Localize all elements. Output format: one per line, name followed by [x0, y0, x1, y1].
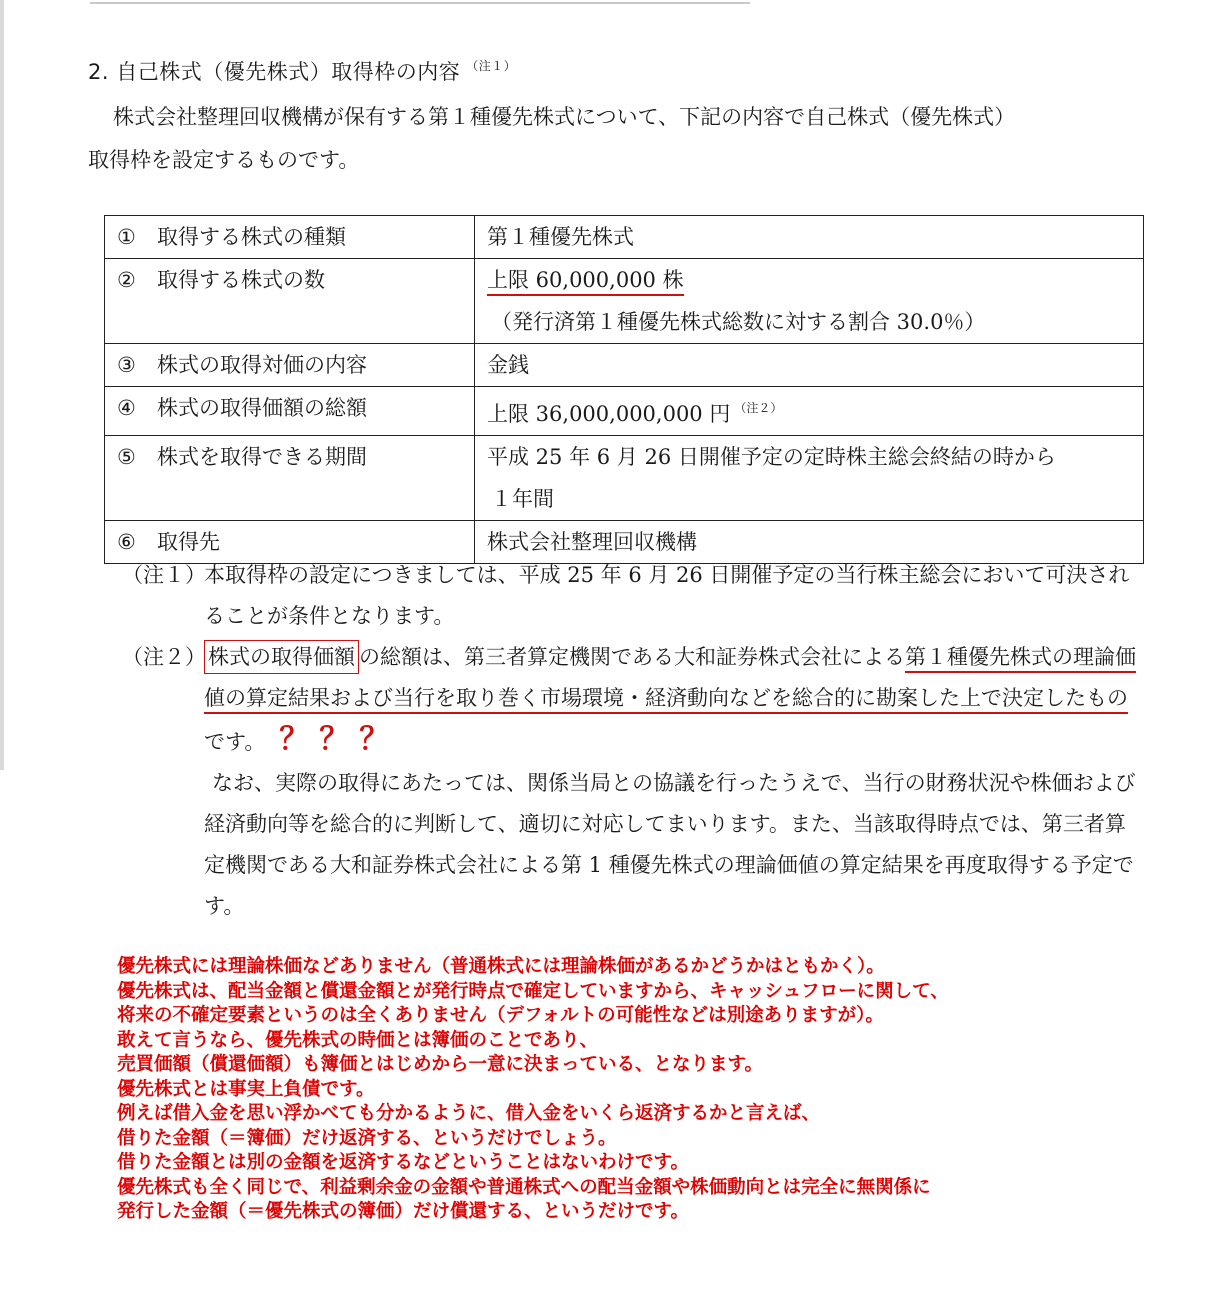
row-value-cell [475, 344, 1144, 387]
table-row [105, 387, 1144, 436]
boxed-highlight: 株式の取得価額 [204, 640, 359, 674]
intro-line-1: 株式会社整理回収機構が保有する第１種優先株式について、下記の内容で自己株式（優先株式） [113, 105, 1016, 129]
row-label: 取得する株式の種類 [157, 225, 346, 249]
row-value: 株式会社整理回収機構 [487, 530, 697, 554]
row-label: 株式を取得できる期間 [157, 445, 367, 469]
table-row [105, 436, 1144, 521]
acquisition-terms-table [104, 215, 1144, 564]
commentary-line: 発行した金額（＝優先株式の簿価）だけ償還する、というだけです。 [117, 1201, 690, 1222]
row-note-ref: （注２） [734, 401, 783, 415]
underlined-highlight: 第１種優先株式の理論価値の算定結果および当行を取り巻く市場環境・経済動向などを総合的に勘案した上で決定したもの [204, 645, 1136, 714]
row-value-sub: １年間 [491, 487, 554, 511]
commentary-line: 例えば借入金を思い浮かべても分かるように、借入金をいくら返済するかと言えば、 [117, 1103, 821, 1124]
footnotes [122, 555, 1142, 927]
underlined-share-limit: 上限 60,000,000 株 [487, 268, 684, 296]
commentary-line: 借りた金額（＝簿価）だけ返済する、というだけでしょう。 [117, 1127, 617, 1149]
table-row [105, 259, 1144, 344]
row-label-cell [105, 259, 475, 344]
commentary-line: 敢えて言うなら、優先株式の時価とは簿価のことであり、 [117, 1029, 599, 1051]
table-row [105, 216, 1144, 259]
row-number: ① [117, 225, 136, 249]
row-number: ② [117, 268, 136, 292]
intro-paragraph [88, 96, 1138, 182]
intro-line-2: 取得枠を設定するものです。 [88, 148, 360, 172]
row-value: 平成 25 年 6 月 26 日開催予定の定時株主総会終結の時から [487, 445, 1056, 469]
row-number: ⑥ [117, 530, 136, 554]
row-value: 上限 36,000,000,000 円 [487, 402, 731, 426]
section-heading-text: 2. 自己株式（優先株式）取得枠の内容 [88, 60, 461, 84]
row-number: ③ [117, 353, 136, 377]
table-row [105, 344, 1144, 387]
row-number: ⑤ [117, 445, 136, 469]
commentary-line: 借りた金額とは別の金額を返済するなどということはないわけです。 [117, 1152, 690, 1173]
footnote-2-paragraph-2: なお、実際の取得にあたっては、関係当局との協議を行ったうえで、当行の財務状況や株価および経済動向等を総合的に判断して、適切に対応してまいります。また、当該取得時点では、第三者算定機関である大和証券株式会社による第 1 種優先株式の理論価値の算定結果を再度取得する予定です。 [204, 771, 1136, 918]
heading-note-ref: （注１） [466, 59, 517, 73]
row-label-cell [105, 216, 475, 259]
row-label-cell [105, 387, 475, 436]
footnote-1 [122, 555, 1142, 637]
row-label: 株式の取得対価の内容 [157, 353, 367, 377]
footnote-2-text-a: の総額は、第三者算定機関である大和証券株式会社による [359, 645, 905, 669]
commentary-line: 優先株式も全く同じで、利益剰余金の金額や普通株式への配当金額や株価動向とは完全に無関係に [117, 1176, 931, 1198]
row-value-cell [475, 259, 1144, 344]
footnote-1-text: 本取得枠の設定につきましては、平成 25 年 6 月 26 日開催予定の当行株主総会において可決されることが条件となります。 [204, 563, 1130, 628]
commentary-line: 優先株式には理論株価などありません（普通株式には理論株価があるかどうかはともかく）。 [117, 956, 885, 977]
footnote-2 [122, 637, 1142, 927]
commentary-line: 優先株式とは事実上負債です。 [117, 1078, 375, 1100]
row-label: 取得する株式の数 [157, 268, 325, 292]
row-value-cell [475, 387, 1144, 436]
row-label-cell [105, 436, 475, 521]
row-value: 第１種優先株式 [487, 225, 634, 249]
row-number: ④ [117, 396, 136, 420]
cropped-previous-line [90, 0, 750, 4]
commentary-line: 優先株式は、配当金額と償還金額とが発行時点で確定していますから、キャッシュフローに関して、 [117, 980, 949, 1002]
row-value-sub: （発行済第１種優先株式総数に対する割合 30.0％） [491, 310, 986, 334]
row-value-cell [475, 216, 1144, 259]
row-label-cell [105, 344, 475, 387]
section-heading [88, 56, 516, 86]
row-label: 取得先 [157, 530, 220, 554]
row-value: 金銭 [487, 353, 529, 377]
footnote-2-text-b: です。 [204, 730, 266, 754]
footnote-1-label: （注１） [122, 563, 206, 587]
commentary-line: 将来の不確定要素というのは全くありません（デフォルトの可能性などは別途ありますが）。 [117, 1005, 884, 1026]
red-commentary [117, 955, 1197, 1225]
left-edge-line [0, 0, 4, 770]
commentary-line: 売買価額（償還価額）も簿価とはじめから一意に決まっている、となります。 [117, 1054, 764, 1075]
question-marks-annotation: ？？？ [279, 722, 400, 757]
row-label: 株式の取得価額の総額 [157, 396, 367, 420]
footnote-2-label: （注２） [122, 645, 206, 669]
row-value-cell [475, 436, 1144, 521]
